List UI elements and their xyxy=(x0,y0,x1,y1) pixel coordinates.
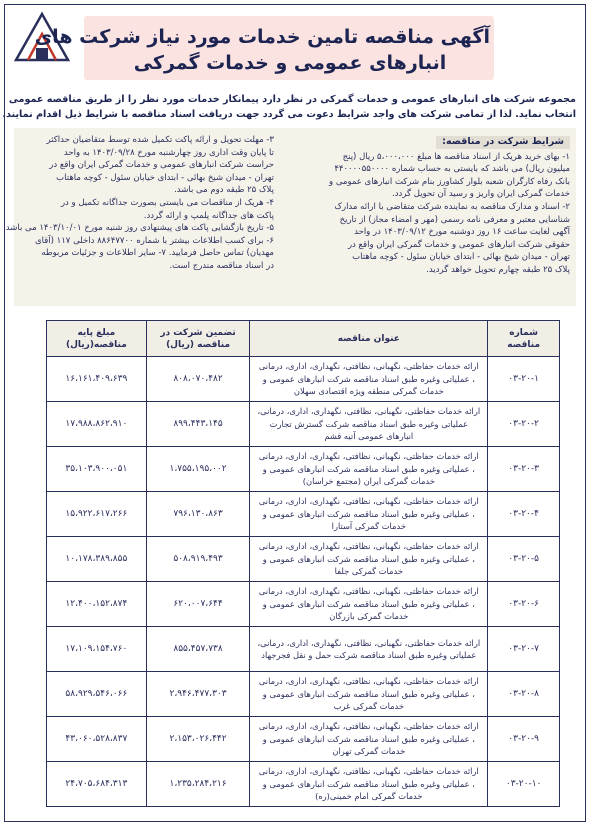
condition-line: در اسناد مناقصه مندرج است. xyxy=(169,260,274,271)
tender-guarantee: ۷۹۶،۱۳۰،۸۶۳ xyxy=(146,492,250,537)
tender-base-amount: ۱۶،۱۶۱،۴۰۹،۶۳۹ xyxy=(47,357,147,402)
tender-title-line: خدمات گمرکی جلفا xyxy=(334,566,403,577)
tender-title xyxy=(250,492,488,537)
condition-line: ۴- هریک از مناقصات می بایستی بصورت جداگانه تکمیل و در xyxy=(60,197,274,208)
tender-base-amount: ۱۷،۹۸۸،۸۶۲،۹۱۰ xyxy=(47,402,147,447)
tender-guarantee: ۱،۲۳۵،۲۸۴،۲۱۶ xyxy=(146,762,250,807)
tender-number: ۰۳-۲۰-۳ xyxy=(488,447,560,492)
tender-base-amount: ۵۸،۹۲۹،۵۴۶،۰۶۶ xyxy=(47,672,147,717)
table-row xyxy=(47,582,560,627)
tender-title-line: ، عملیاتی وغیره طبق اسناد مناقصه شرکت انبارهای عمومی و xyxy=(262,598,475,609)
condition-line: میلیون ریال) می باشد که بایستی به حساب شماره ۴۴۰۰۰۰۵۵۰۰۰۰ xyxy=(334,164,570,175)
condition-line: حقوقی شرکت انبارهای عمومی و خدمات گمرکی ایران واقع در xyxy=(347,239,570,250)
tender-base-amount: ۴۳،۰۶۰،۵۲۸،۸۳۷ xyxy=(47,717,147,762)
tender-title-line: ، عملیاتی وغیره طبق اسناد مناقصه شرکت انبارهای عمومی و xyxy=(262,733,475,744)
tender-title-line: عملیاتی وغیره طبق اسناد مناقصه شرکت حمل و نقل فجرجهاد xyxy=(261,650,477,660)
announcement-title xyxy=(34,24,490,76)
tender-title-line: ارائه خدمات حفاظتی، نگهبانی، نظافتی، نگهداری، اداری، درمانی xyxy=(258,721,479,732)
intro-line-1: مجموعه شرکت های انبارهای عمومی و خدمات گمرکی در نظر دارد پیمانکار خدمات مورد نظر را از طریق مناقصه عمومی xyxy=(8,94,576,105)
header-tender-title: عنوان مناقصه xyxy=(250,321,488,357)
tender-guarantee: ۸۰۸،۰۷۰،۴۸۲ xyxy=(146,357,250,402)
table-row xyxy=(47,672,560,717)
tender-title-line: خدمات گمرکی ایران (مجتمع خراسان) xyxy=(302,476,435,487)
conditions-right-column xyxy=(302,136,570,277)
tender-title xyxy=(250,627,488,672)
tender-title xyxy=(250,672,488,717)
tender-base-amount: ۳۵،۱۰۳،۹۰۰،۰۵۱ xyxy=(47,447,147,492)
tender-title-line: ارائه خدمات حفاظتی، نگهبانی، نظافتی، نگهداری، اداری، درمانی xyxy=(258,496,479,507)
condition-line: آگهی لغایت ساعت ۱۶ روز دوشنبه مورخ ۱۴۰۳/۰۹/۱۲ در واحد xyxy=(354,227,570,238)
tender-title-line: خدمات گمرکی تهران xyxy=(332,746,406,757)
tender-guarantee: ۵۰۸،۹۱۹،۴۹۳ xyxy=(146,537,250,582)
tender-number: ۰۳-۲۰-۶ xyxy=(488,582,560,627)
header-base-amount: مبلغ پایه مناقصه(ریال) xyxy=(47,321,147,357)
tender-title-line: ارائه خدمات حفاظتی، نگهبانی، نظافتی، نگهداری، اداری، درمانی xyxy=(258,361,479,372)
tender-title-line: ، عملیاتی وغیره طبق اسناد مناقصه شرکت انبارهای عمومی و xyxy=(262,778,475,789)
tender-title-line: خدمات گمرکی غرب xyxy=(333,701,405,712)
tender-number: ۰۳-۲۰-۸ xyxy=(488,672,560,717)
table-header-row xyxy=(47,321,560,357)
condition-line: پلاک ۲۵ طبقه چهارم تحویل خواهد گردید. xyxy=(426,264,570,275)
tender-title-line: ، عملیاتی وغیره طبق اسناد مناقصه شرکت انبارهای عمومی و xyxy=(262,373,475,384)
tender-title-line: ، عملیاتی وغیره طبق اسناد مناقصه شرکت انبارهای عمومی و xyxy=(262,508,475,519)
condition-line: ۱- بهای خرید هریک از اسناد مناقصه ها مبلغ ۵،۰۰۰،۰۰۰ ریال (پنج xyxy=(342,151,570,162)
tender-title xyxy=(250,447,488,492)
intro-line-2: انتخاب نماید. لذا از تمامی شرکت های واجد شرایط دعوت می گردد جهت دریافت اسناد مناقصه با شرایط ذیل اقدام نمایند. xyxy=(2,109,576,120)
table-row xyxy=(47,447,560,492)
tender-title-line: ، عملیاتی وغیره طبق اسناد مناقصه شرکت انبارهای عمومی و xyxy=(262,463,475,474)
header-guarantee: تضمین شرکت در مناقصه (ریال) xyxy=(146,321,250,357)
tenders-table xyxy=(46,320,560,807)
tender-base-amount: ۱۲،۴۰۰،۱۵۲،۸۷۴ xyxy=(47,582,147,627)
table-row xyxy=(47,492,560,537)
tender-title-line: ارائه خدمات حفاظتی، نگهبانی، نظافتی، نگهداری، اداری، درمانی xyxy=(258,676,479,687)
tender-guarantee: ۶۲۰،۰۰۷،۶۴۴ xyxy=(146,582,250,627)
tender-title xyxy=(250,717,488,762)
tender-title-line: ارائه خدمات حفاظتی، نگهبانی، نظافتی، نگهداری، اداری، درمانی xyxy=(258,586,479,597)
condition-line: شناسایی معتبر و معرفی نامه رسمی (مهر و امضاء مجاز) از تاریخ xyxy=(339,214,570,225)
tender-number: ۰۳-۲۰-۴ xyxy=(488,492,560,537)
condition-line: حراست شرکت انبارهای عمومی و خدمات گمرکی ایران واقع در xyxy=(49,160,274,171)
tender-base-amount: ۱۵،۹۲۲،۶۱۷،۲۶۶ xyxy=(47,492,147,537)
condition-line: مهدیان) تماس حاصل فرمایید. ۷- سایر اطلاعات و جزئیات مربوطه xyxy=(41,248,274,259)
tender-title xyxy=(250,357,488,402)
tender-title-line: انبارهای عمومی آتیه قشم xyxy=(324,431,414,442)
intro-paragraph xyxy=(2,92,576,122)
tender-title-line: خدمات گمرکی بازرگان xyxy=(329,611,409,622)
tender-guarantee: ۲،۹۴۶،۴۷۷،۳۰۳ xyxy=(146,672,250,717)
tender-guarantee: ۲،۱۵۳،۰۲۶،۴۴۲ xyxy=(146,717,250,762)
tender-title-line: ارائه خدمات حفاظتی، نگهبانی، نظافتی، نگهداری، اداری، درمانی xyxy=(258,541,479,552)
tender-base-amount: ۱۰،۱۷۸،۳۸۹،۸۵۵ xyxy=(47,537,147,582)
tender-title-line: خدمات گمرکی امام خمینی(ره) xyxy=(315,791,423,802)
table-row xyxy=(47,537,560,582)
condition-line: تا پایان وقت اداری روز چهارشنبه مورخ ۱۴۰۳/۰۹/۲۸ به واحد xyxy=(63,147,274,158)
condition-line: ۵- تاریخ بازگشایی پاکت های پیشنهادی روز شنبه مورخ ۱۴۰۳/۱۰/۰۱ می باشد. xyxy=(3,223,274,234)
tender-title-line: ارائه خدمات حفاظتی، نگهبانی، نظافتی، نگهداری، اداری، درمانی، xyxy=(257,406,481,417)
tender-title-line: ارائه خدمات حفاظتی، نگهبانی، نظافتی، نگهداری، اداری، درمانی، xyxy=(257,637,481,648)
condition-line: بانک رفاه کارگران شعبه بلوار کشاورز بنام شرکت انبارهای عمومی و xyxy=(329,176,570,187)
title-line-1: آگهی مناقصه تامین خدمات مورد نیاز شرکت های xyxy=(34,26,490,48)
condition-line: پاکت های جداگانه پلمپ و ارائه گردد. xyxy=(143,210,274,221)
tender-title xyxy=(250,582,488,627)
tender-title-line: ارائه خدمات حفاظتی، نگهبانی، نظافتی، نگهداری، اداری، درمانی xyxy=(258,451,479,462)
tender-number: ۰۳-۲۰-۹ xyxy=(488,717,560,762)
tender-guarantee: ۱،۷۵۵،۱۹۵،۰۰۲ xyxy=(146,447,250,492)
title-line-2: انبارهای عمومی و خدمات گمرکی xyxy=(133,52,447,74)
condition-line: خدمات گمرکی ایران واریز و رسید آن تحویل گردد. xyxy=(392,189,570,200)
tender-title-line: خدمات گمرکی منطقه ویژه اقتصادی سهلان xyxy=(293,386,444,397)
condition-line: ۳- مهلت تحویل و ارائه پاکت تکمیل شده توسط متقاضیان حداکثر xyxy=(46,135,274,145)
table-row xyxy=(47,717,560,762)
tender-guarantee: ۸۹۹،۴۴۳،۱۴۵ xyxy=(146,402,250,447)
tender-title-line: خدمات گمرکی آستارا xyxy=(331,521,406,532)
tender-number: ۰۳-۲۰-۲ xyxy=(488,402,560,447)
tender-number: ۰۳-۲۰-۱۰ xyxy=(488,762,560,807)
tender-title xyxy=(250,537,488,582)
header-tender-number: شماره مناقصه xyxy=(488,321,560,357)
condition-line: تهران - میدان شیخ بهائی - ابتدای خیابان سئول - کوچه ماهتاب xyxy=(56,172,274,183)
conditions-heading: شرایط شرکت در مناقصه: xyxy=(436,136,570,149)
tender-title-line: ، عملیاتی وغیره طبق اسناد مناقصه شرکت انبارهای عمومی و xyxy=(262,553,475,564)
tender-title-line: عملیاتی وغیره طبق اسناد مناقصه شرکت گسترش تجارت xyxy=(269,418,468,429)
tender-number: ۰۳-۲۰-۱ xyxy=(488,357,560,402)
tender-title-line: ، عملیاتی وغیره طبق اسناد مناقصه شرکت انبارهای عمومی و xyxy=(262,688,475,699)
tender-guarantee: ۸۵۵،۴۵۷،۷۳۸ xyxy=(146,627,250,672)
condition-line: تهران - میدان شیخ بهائی - ابتدای خیابان سئول - کوچه ماهتاب xyxy=(352,252,570,263)
table-row xyxy=(47,402,560,447)
condition-line: ۶- برای کسب اطلاعات بیشتر با شماره ۸۸۶۴۷۷۰۰ داخلی ۱۱۷ (آقای xyxy=(34,235,274,246)
tender-title xyxy=(250,402,488,447)
tender-title xyxy=(250,762,488,807)
condition-line: پلاک ۲۵ طبقه دوم می باشد. xyxy=(174,185,274,196)
tender-base-amount: ۲۴،۷۰۵،۶۸۴،۳۱۳ xyxy=(47,762,147,807)
condition-line: ۲- اسناد و مدارک مناقصه به نماینده شرکت متقاضی با ارائه مدارک xyxy=(334,201,570,212)
tender-number: ۰۳-۲۰-۵ xyxy=(488,537,560,582)
table-row xyxy=(47,627,560,672)
tender-title-line: ارائه خدمات حفاظتی، نگهبانی، نظافتی، نگهداری، اداری، درمانی xyxy=(258,766,479,777)
table-row xyxy=(47,762,560,807)
table-row xyxy=(47,357,560,402)
tender-number: ۰۳-۲۰-۷ xyxy=(488,627,560,672)
tender-base-amount: ۱۷،۱۰۹،۱۵۴،۷۶۰ xyxy=(47,627,147,672)
conditions-left-column xyxy=(3,134,274,273)
